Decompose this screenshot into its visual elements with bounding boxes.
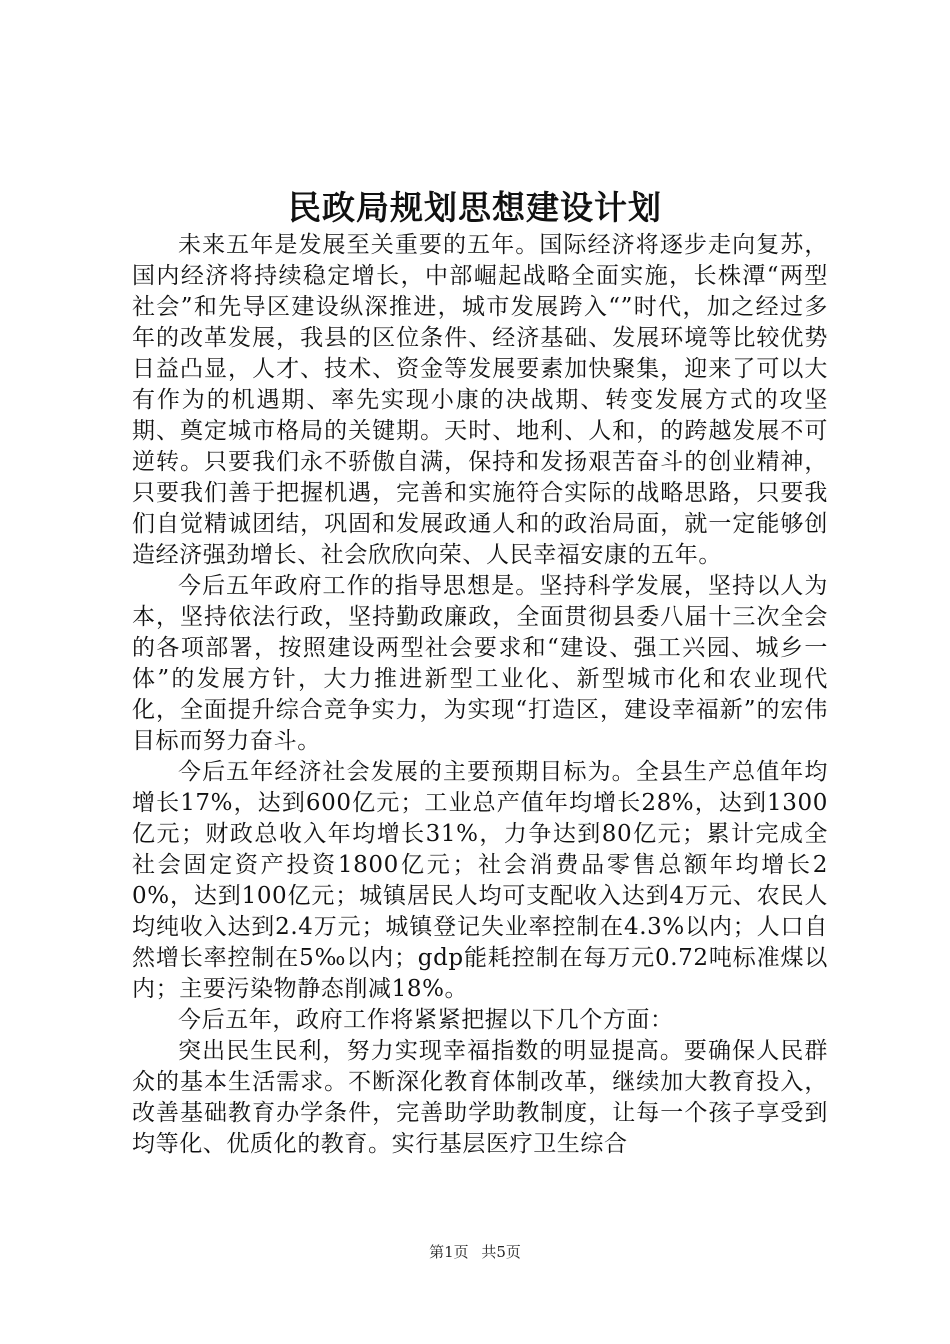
document-title: 民政局规划思想建设计划 [288, 188, 662, 227]
paragraph-4: 今后五年，政府工作将紧紧把握以下几个方面： [178, 1007, 674, 1033]
page-number: 第1页 [429, 1243, 469, 1261]
page-total: 共5页 [481, 1243, 521, 1261]
page-footer [0, 1242, 950, 1262]
paragraph-3: 今后五年经济社会发展的主要预期目标为。全县生产总值年均增长17%，达到600亿元；工业总产值年均增长28%，达到1300亿元；财政总收入年均增长31%，力争达到80亿元；累计完成全社会固定资产投资1800亿元；社会消费品零售总额年均增长20%，达到100亿元；城镇居民人均可支配收入达到4万元、农民人均纯收入达到2.4万元；城镇登记失业率控制在4.3%以内；人口自然增长率控制在5‰以内；gdp能耗控制在每万元0.72吨标准煤以内；主要污染物静态削减18%。 [132, 759, 828, 1002]
document-body [132, 230, 828, 1160]
paragraph-2: 今后五年政府工作的指导思想是。坚持科学发展，坚持以人为本，坚持依法行政，坚持勤政廉政，全面贯彻县委八届十三次全会的各项部署，按照建设两型社会要求和“建设、强工兴园、城乡一体”的发展方针，大力推进新型工业化、新型城市化和农业现代化，全面提升综合竞争实力，为实现“打造区，建设幸福新”的宏伟目标而努力奋斗。 [132, 573, 828, 754]
paragraph-1: 未来五年是发展至关重要的五年。国际经济将逐步走向复苏，国内经济将持续稳定增长，中部崛起战略全面实施，长株潭“两型社会”和先导区建设纵深推进，城市发展跨入“”时代，加之经过多年的改革发展，我县的区位条件、经济基础、发展环境等比较优势日益凸显，人才、技术、资金等发展要素加快聚集，迎来了可以大有作为的机遇期、率先实现小康的决战期、转变发展方式的攻坚期、奠定城市格局的关键期。天时、地利、人和，的跨越发展不可逆转。只要我们永不骄傲自满，保持和发扬艰苦奋斗的创业精神，只要我们善于把握机遇，完善和实施符合实际的战略思路，只要我们自觉精诚团结，巩固和发展政通人和的政治局面，就一定能够创造经济强劲增长、社会欣欣向荣、人民幸福安康的五年。 [132, 232, 828, 568]
paragraph-5: 突出民生民利，努力实现幸福指数的明显提高。要确保人民群众的基本生活需求。不断深化教育体制改革，继续加大教育投入，改善基础教育办学条件，完善助学助教制度，让每一个孩子享受到均等化、优质化的教育。实行基层医疗卫生综合 [132, 1038, 828, 1157]
